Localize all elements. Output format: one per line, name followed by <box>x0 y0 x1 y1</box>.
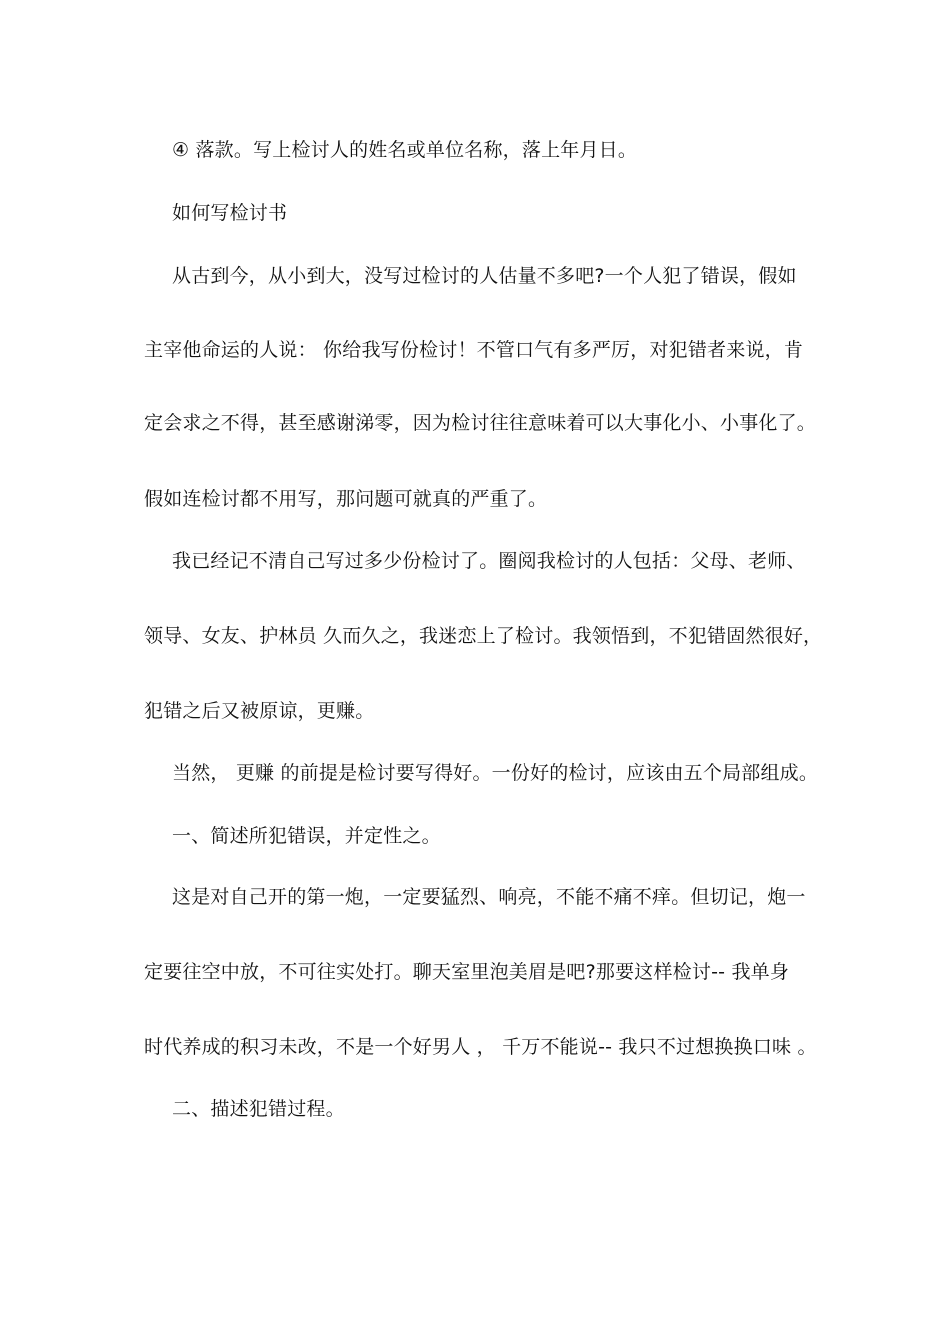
paragraph-line: 犯错之后又被原谅，更赚。 <box>144 700 375 722</box>
paragraph-line: 从古到今，从小到大，没写过检讨的人估量不多吧?一个人犯了错误，假如 <box>172 265 797 287</box>
list-heading: 二、描述犯错过程。 <box>172 1098 345 1120</box>
section-heading: 如何写检讨书 <box>172 202 288 224</box>
list-heading: 一、简述所犯错误，并定性之。 <box>172 825 441 847</box>
paragraph-line: 定要往空中放，不可往实处打。聊天室里泡美眉是吧?那要这样检讨-- 我单身 <box>144 961 790 983</box>
signature-instruction: ④ 落款。写上检讨人的姓名或单位名称，落上年月日。 <box>172 139 638 161</box>
paragraph-line: 当然， 更赚 的前提是检讨要写得好。一份好的检讨，应该由五个局部组成。 <box>172 762 819 784</box>
paragraph-line: 领导、女友、护林员 久而久之，我迷恋上了检讨。我领悟到，不犯错固然很好， <box>144 625 823 647</box>
paragraph-line: 我已经记不清自己写过多少份检讨了。圈阅我检讨的人包括：父母、老师、 <box>172 550 806 572</box>
paragraph-line: 定会求之不得，甚至感谢涕零，因为检讨往往意味着可以大事化小、小事化了。 <box>144 412 817 434</box>
paragraph-line: 假如连检讨都不用写，那问题可就真的严重了。 <box>144 488 548 510</box>
paragraph-line: 这是对自己开的第一炮，一定要猛烈、响亮，不能不痛不痒。但切记，炮一 <box>172 886 806 908</box>
paragraph-line: 时代养成的积习未改，不是一个好男人 ， 千万不能说-- 我只不过想换换口味 。 <box>144 1036 817 1058</box>
paragraph-line: 主宰他命运的人说： 你给我写份检讨！不管口气有多严厉，对犯错者来说，肯 <box>144 339 804 361</box>
